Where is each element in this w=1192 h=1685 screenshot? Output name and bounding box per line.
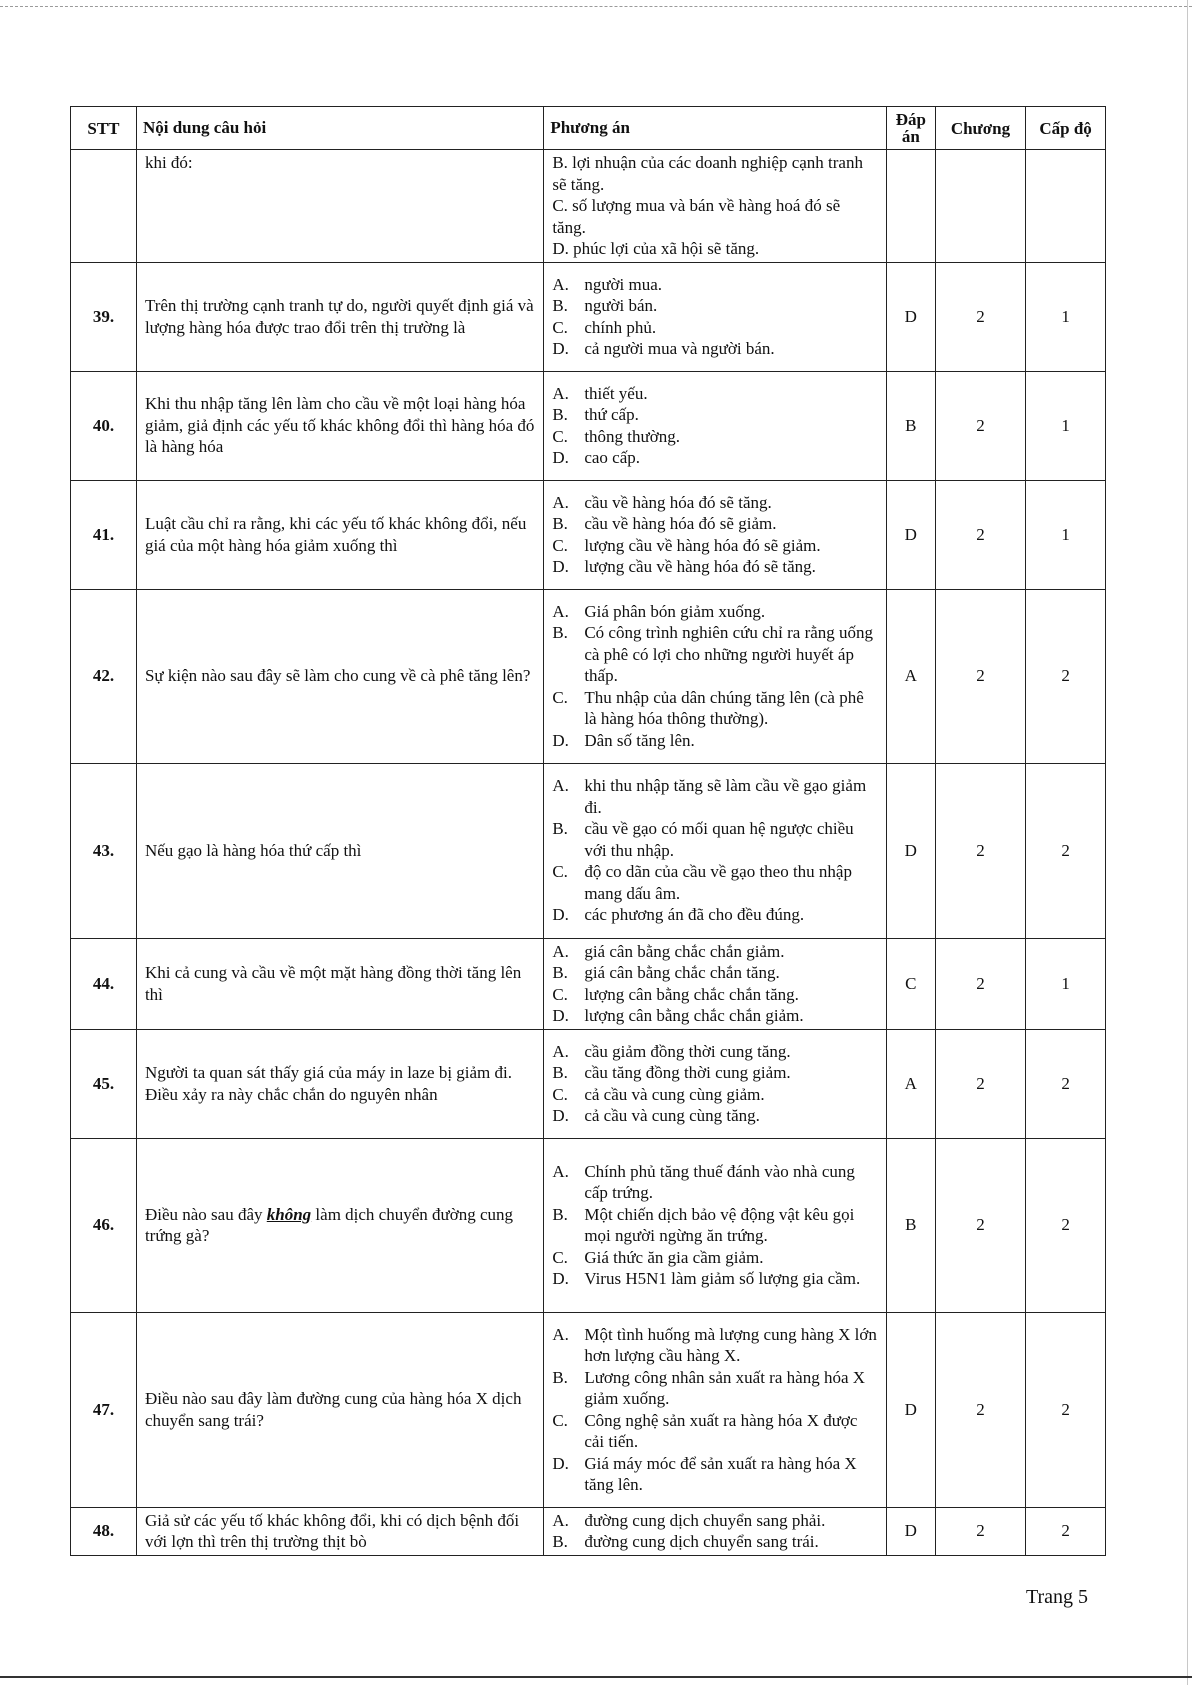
option-text: cả cầu và cung cùng giảm. bbox=[584, 1084, 765, 1104]
page-number: Trang 5 bbox=[1026, 1586, 1089, 1608]
option-letter: A. bbox=[552, 1161, 569, 1181]
option-text: lượng cân bằng chắc chắn giảm. bbox=[584, 1006, 804, 1025]
option-text: cả người mua và người bán. bbox=[584, 339, 775, 358]
option-item bbox=[552, 1367, 878, 1410]
option-item bbox=[552, 447, 878, 469]
option-item bbox=[552, 338, 878, 360]
option-text: lượng cầu về hàng hóa đó sẽ tăng. bbox=[584, 557, 816, 576]
option-item bbox=[552, 1161, 878, 1204]
option-item bbox=[552, 1041, 878, 1063]
stt-cell: 47. bbox=[71, 1312, 137, 1507]
option-letter: D. bbox=[552, 905, 569, 925]
option-text: Có công trình nghiên cứu chỉ ra rằng uống cà phê có lợi cho những người huyết áp thấp. bbox=[584, 623, 874, 686]
option-item bbox=[552, 317, 878, 339]
options-cell bbox=[544, 150, 887, 263]
option-letter: C. bbox=[552, 1410, 568, 1430]
option-text: B. lợi nhuận của các doanh nghiệp cạnh tranh sẽ tăng. bbox=[552, 153, 863, 194]
table-row bbox=[71, 1507, 1106, 1555]
option-letter: A. bbox=[552, 383, 569, 403]
option-letter: D. bbox=[552, 1006, 569, 1025]
option-item bbox=[552, 730, 878, 752]
option-item bbox=[552, 1105, 878, 1127]
answer-cell: A bbox=[886, 1029, 935, 1138]
options-cell bbox=[544, 371, 887, 480]
question-cell: Luật cầu chỉ ra rằng, khi các yếu tố khác không đổi, nếu giá của một hàng hóa giảm xuống thì bbox=[136, 480, 543, 589]
option-item bbox=[552, 426, 878, 448]
option-text: cầu về hàng hóa đó sẽ giảm. bbox=[584, 514, 777, 533]
option-item bbox=[552, 556, 878, 578]
option-text: người bán. bbox=[584, 296, 658, 315]
options-cell bbox=[544, 938, 887, 1029]
header-options: Phương án bbox=[544, 107, 887, 150]
level-cell: 2 bbox=[1026, 589, 1106, 763]
options-cell bbox=[544, 1507, 887, 1555]
answer-cell: D bbox=[886, 480, 935, 589]
options-cell bbox=[544, 480, 887, 589]
table-row bbox=[71, 938, 1106, 1029]
option-letter: B. bbox=[552, 623, 568, 643]
option-text: Công nghệ sản xuất ra hàng hóa X được cải tiến. bbox=[584, 1410, 858, 1451]
header-level: Cấp độ bbox=[1026, 107, 1106, 150]
option-letter: D. bbox=[552, 557, 569, 576]
option-item bbox=[552, 622, 878, 687]
option-text: lượng cầu về hàng hóa đó sẽ giảm. bbox=[584, 535, 821, 555]
options-cell bbox=[544, 1029, 887, 1138]
table-row bbox=[71, 480, 1106, 589]
option-item bbox=[552, 861, 878, 904]
option-text: cầu giảm đồng thời cung tăng. bbox=[584, 1041, 791, 1061]
option-text: giá cân bằng chắc chắn tăng. bbox=[584, 963, 780, 982]
option-letter: D. bbox=[552, 1453, 569, 1473]
option-item bbox=[552, 601, 878, 623]
option-item bbox=[552, 1324, 878, 1367]
option-item bbox=[552, 1453, 878, 1496]
option-letter: A. bbox=[552, 492, 569, 512]
options-cell bbox=[544, 763, 887, 938]
options-cell bbox=[544, 1312, 887, 1507]
option-text: D. phúc lợi của xã hội sẽ tăng. bbox=[552, 239, 760, 258]
answer-cell: D bbox=[886, 1507, 935, 1555]
option-letter: C. bbox=[552, 426, 568, 446]
option-item bbox=[552, 274, 878, 296]
option-text: C. số lượng mua và bán về hàng hoá đó sẽ tăng. bbox=[552, 196, 841, 237]
table-row bbox=[71, 262, 1106, 371]
option-item bbox=[552, 687, 878, 730]
question-cell: Nếu gạo là hàng hóa thứ cấp thì bbox=[136, 763, 543, 938]
option-text: lượng cân bằng chắc chắn tăng. bbox=[584, 984, 799, 1004]
scan-edge-bottom bbox=[0, 1676, 1192, 1678]
level-cell: 1 bbox=[1026, 371, 1106, 480]
chapter-cell: 2 bbox=[935, 1138, 1025, 1312]
options-cell bbox=[544, 262, 887, 371]
level-cell: 2 bbox=[1026, 1312, 1106, 1507]
option-text: thông thường. bbox=[584, 426, 680, 446]
option-letter: B. bbox=[552, 1532, 568, 1551]
stt-cell: 45. bbox=[71, 1029, 137, 1138]
option-item bbox=[552, 1204, 878, 1247]
option-text: Virus H5N1 làm giảm số lượng gia cầm. bbox=[584, 1269, 861, 1288]
stt-cell: 42. bbox=[71, 589, 137, 763]
option-text: thiết yếu. bbox=[584, 383, 648, 403]
options-cell bbox=[544, 1138, 887, 1312]
table-row bbox=[71, 589, 1106, 763]
option-item bbox=[552, 1410, 878, 1453]
option-letter: A. bbox=[552, 1041, 569, 1061]
question-text-end: làm dịch chuyển đường cung trứng gà? bbox=[144, 1204, 514, 1245]
table-row bbox=[71, 371, 1106, 480]
question-cell: Người ta quan sát thấy giá của máy in laze bị giảm đi. Điều xảy ra này chắc chắn do nguyên nhân bbox=[136, 1029, 543, 1138]
option-item bbox=[552, 295, 878, 317]
option-item bbox=[552, 1531, 878, 1553]
option-item bbox=[552, 1084, 878, 1106]
option-item bbox=[552, 383, 878, 405]
option-text: Một tình huống mà lượng cung hàng X lớn hơn lượng cầu hàng X. bbox=[584, 1324, 877, 1365]
option-letter: B. bbox=[552, 1063, 568, 1082]
stt-cell: 39. bbox=[71, 262, 137, 371]
option-letter: A. bbox=[552, 274, 569, 294]
option-item bbox=[552, 152, 878, 195]
answer-cell: D bbox=[886, 1312, 935, 1507]
level-cell bbox=[1026, 150, 1106, 263]
option-item bbox=[552, 962, 878, 984]
option-text: đường cung dịch chuyển sang phải. bbox=[584, 1510, 826, 1530]
option-letter: D. bbox=[552, 730, 569, 750]
stt-cell bbox=[71, 150, 137, 263]
option-letter: C. bbox=[552, 1247, 568, 1267]
option-letter: A. bbox=[552, 776, 569, 796]
question-cell: Trên thị trường cạnh tranh tự do, người quyết định giá và lượng hàng hóa được trao đổi trên thị trường là bbox=[136, 262, 543, 371]
option-item bbox=[552, 818, 878, 861]
option-item bbox=[552, 984, 878, 1006]
answer-cell: D bbox=[886, 763, 935, 938]
option-text: khi thu nhập tăng sẽ làm cầu về gạo giảm đi. bbox=[584, 776, 867, 817]
question-cell: Khi cả cung và cầu về một mặt hàng đồng thời tăng lên thì bbox=[136, 938, 543, 1029]
option-item bbox=[552, 238, 878, 260]
level-cell: 1 bbox=[1026, 480, 1106, 589]
option-letter: B. bbox=[552, 296, 568, 315]
question-text-start: Điều nào sau đây bbox=[144, 1204, 267, 1224]
option-item bbox=[552, 535, 878, 557]
option-letter: B. bbox=[552, 405, 568, 424]
question-cell: Sự kiện nào sau đây sẽ làm cho cung về cà phê tăng lên? bbox=[136, 589, 543, 763]
option-text: chính phủ. bbox=[584, 317, 657, 337]
stt-cell: 44. bbox=[71, 938, 137, 1029]
chapter-cell: 2 bbox=[935, 1312, 1025, 1507]
option-letter: C. bbox=[552, 687, 568, 707]
option-letter: B. bbox=[552, 514, 568, 533]
option-letter: B. bbox=[552, 963, 568, 982]
answer-cell: D bbox=[886, 262, 935, 371]
option-text: người mua. bbox=[584, 274, 663, 294]
header-answer: Đáp án bbox=[886, 107, 935, 150]
answer-cell: A bbox=[886, 589, 935, 763]
stt-cell: 41. bbox=[71, 480, 137, 589]
option-text: Dân số tăng lên. bbox=[584, 730, 695, 750]
option-text: đường cung dịch chuyển sang trái. bbox=[584, 1532, 819, 1551]
option-text: Thu nhập của dân chúng tăng lên (cà phê là hàng hóa thông thường). bbox=[584, 687, 864, 729]
option-text: các phương án đã cho đều đúng. bbox=[584, 905, 805, 925]
level-cell: 2 bbox=[1026, 763, 1106, 938]
option-item bbox=[552, 492, 878, 514]
scan-edge-top bbox=[0, 0, 1192, 7]
option-text: thứ cấp. bbox=[584, 405, 639, 424]
option-letter: D. bbox=[552, 339, 569, 358]
table-row bbox=[71, 1312, 1106, 1507]
table-row bbox=[71, 1029, 1106, 1138]
stt-cell: 46. bbox=[71, 1138, 137, 1312]
level-cell: 2 bbox=[1026, 1507, 1106, 1555]
option-text: Một chiến dịch bảo vệ động vật kêu gọi mọi người ngừng ăn trứng. bbox=[584, 1204, 855, 1245]
chapter-cell: 2 bbox=[935, 1507, 1025, 1555]
option-item bbox=[552, 1268, 878, 1290]
option-letter: C. bbox=[552, 1084, 568, 1104]
question-cell: khi đó: bbox=[136, 150, 543, 263]
chapter-cell: 2 bbox=[935, 763, 1025, 938]
question-cell: Điều nào sau đây làm đường cung của hàng hóa X dịch chuyển sang trái? bbox=[136, 1312, 543, 1507]
option-text: cầu về gạo có mối quan hệ ngược chiều với thu nhập. bbox=[584, 819, 854, 860]
option-item bbox=[552, 904, 878, 926]
option-text: cả cầu và cung cùng tăng. bbox=[584, 1106, 760, 1125]
option-letter: C. bbox=[552, 317, 568, 337]
option-letter: B. bbox=[552, 819, 568, 839]
option-item bbox=[552, 1247, 878, 1269]
table-row bbox=[71, 763, 1106, 938]
option-letter: D. bbox=[552, 448, 569, 467]
chapter-cell: 2 bbox=[935, 480, 1025, 589]
option-letter: C. bbox=[552, 984, 568, 1004]
option-text: Giá thức ăn gia cầm giảm. bbox=[584, 1247, 764, 1267]
option-letter: B. bbox=[552, 1204, 568, 1224]
stt-cell: 40. bbox=[71, 371, 137, 480]
option-letter: A. bbox=[552, 601, 569, 621]
table-row bbox=[71, 1138, 1106, 1312]
options-cell bbox=[544, 589, 887, 763]
level-cell: 1 bbox=[1026, 262, 1106, 371]
scan-edge-right bbox=[1187, 0, 1188, 1685]
header-chapter: Chương bbox=[935, 107, 1025, 150]
question-table bbox=[70, 106, 1106, 1556]
option-letter: B. bbox=[552, 1367, 568, 1387]
chapter-cell: 2 bbox=[935, 262, 1025, 371]
option-item bbox=[552, 1510, 878, 1532]
chapter-cell: 2 bbox=[935, 589, 1025, 763]
option-text: cầu về hàng hóa đó sẽ tăng. bbox=[584, 492, 772, 512]
option-letter: A. bbox=[552, 941, 569, 961]
option-text: độ co dãn của cầu về gạo theo thu nhập mang dấu âm. bbox=[584, 862, 852, 903]
option-item bbox=[552, 775, 878, 818]
option-text: cao cấp. bbox=[584, 448, 641, 467]
option-letter: C. bbox=[552, 862, 568, 882]
answer-cell: B bbox=[886, 371, 935, 480]
answer-cell: C bbox=[886, 938, 935, 1029]
answer-cell: B bbox=[886, 1138, 935, 1312]
question-cell: Giả sử các yếu tố khác không đổi, khi có dịch bệnh đối với lợn thì trên thị trường thịt bò bbox=[136, 1507, 543, 1555]
header-question: Nội dung câu hỏi bbox=[136, 107, 543, 150]
option-item bbox=[552, 195, 878, 238]
option-letter: A. bbox=[552, 1510, 569, 1530]
option-text: cầu tăng đồng thời cung giảm. bbox=[584, 1063, 791, 1082]
chapter-cell bbox=[935, 150, 1025, 263]
answer-cell bbox=[886, 150, 935, 263]
option-text: Giá máy móc để sản xuất ra hàng hóa X tăng lên. bbox=[584, 1453, 857, 1494]
header-stt: STT bbox=[71, 107, 137, 150]
option-item bbox=[552, 941, 878, 963]
level-cell: 2 bbox=[1026, 1029, 1106, 1138]
chapter-cell: 2 bbox=[935, 938, 1025, 1029]
chapter-cell: 2 bbox=[935, 371, 1025, 480]
level-cell: 2 bbox=[1026, 1138, 1106, 1312]
level-cell: 1 bbox=[1026, 938, 1106, 1029]
chapter-cell: 2 bbox=[935, 1029, 1025, 1138]
option-item bbox=[552, 1005, 878, 1027]
option-item bbox=[552, 1062, 878, 1084]
question-cell bbox=[136, 1138, 543, 1312]
option-letter: D. bbox=[552, 1106, 569, 1125]
table-header-row bbox=[71, 107, 1106, 150]
option-letter: C. bbox=[552, 535, 568, 555]
option-text: Giá phân bón giảm xuống. bbox=[584, 601, 766, 621]
stt-cell: 43. bbox=[71, 763, 137, 938]
option-item bbox=[552, 404, 878, 426]
option-text: giá cân bằng chắc chắn giảm. bbox=[584, 941, 785, 961]
table-row-continued bbox=[71, 150, 1106, 263]
stt-cell: 48. bbox=[71, 1507, 137, 1555]
option-text: Chính phủ tăng thuế đánh vào nhà cung cấp trứng. bbox=[584, 1161, 855, 1202]
option-letter: D. bbox=[552, 1269, 569, 1288]
option-letter: A. bbox=[552, 1324, 569, 1344]
question-cell: Khi thu nhập tăng lên làm cho cầu về một loại hàng hóa giảm, giả định các yếu tố khác không đổi thì hàng hóa đó là hàng hóa bbox=[136, 371, 543, 480]
question-keyword: không bbox=[266, 1204, 312, 1224]
option-text: Lương công nhân sản xuất ra hàng hóa X giảm xuống. bbox=[584, 1367, 866, 1408]
option-item bbox=[552, 513, 878, 535]
